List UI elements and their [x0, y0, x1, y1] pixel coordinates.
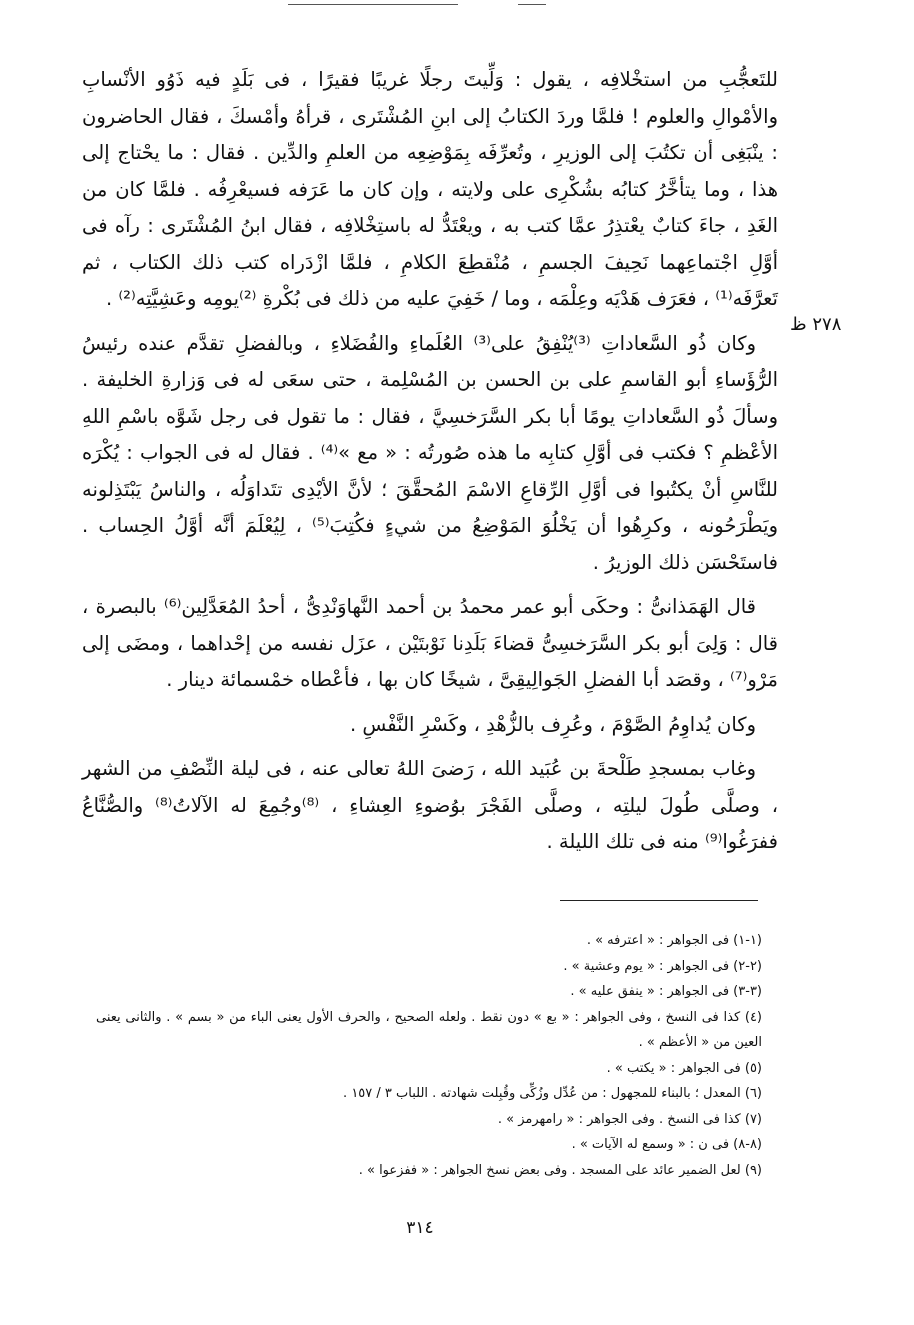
paragraph-4: وكان يُداوِمُ الصَّوْمَ ، وعُرِف بالزُّهْدِ ، وكَسْرِ النَّفْسِ . [350, 712, 756, 736]
footnote-2: (٢-٢) فى الجواهر : « يوم وعشية » . [563, 958, 762, 974]
top-rule-right [518, 4, 546, 5]
main-body-text [82, 62, 778, 869]
paragraph-1: للتَعجُّبِ من استخْلافِه ، يقول : وَلِّيتَ رجلًا غريبًا فقيرًا ، فى بَلَدٍ فيه ذَوُو الأنْسابِ والأمْوالِ والعلوم ! فلمَّا وردَ الكتابُ إلى ابنِ المُشْتَرى ، قرأهُ وأمْسكَ ، فقال الحاضرون : ينْبَغِى أن تكتُبَ إلى الوزيرِ ، وتُعرِّفَه بِمَوْضِعِه من العلمِ والدِّين . فقال : ما يحْتاج إلى هذا ، وما يتأخَّرُ كتابُه بشُكْرِى على ولايته ، وإن كان ما عَرَفه فسيعْرِفُه . فلمَّا كان من الغَدِ ، جاءَ كتابٌ يعْتذِرُ عمَّا كتب به ، ويعْتَدُّ له باستِخْلافِه ، فقال ابنُ المُشْتَرى : رآه فى أوَّلِ اجْتماعِهما نَحِيفَ الجسمِ ، مُنْقطِعَ الكلامِ ، فلمَّا ازْدَراه كتب ذلك الكتاب ، ثم تَعرَّفَه⁽¹⁾ ، فعَرَف هَدْيَه وعِلْمَه ، وما / خَفِيَ عليه من ذلك فى بُكْرةِ ⁽²⁾يومِه وعَشِيَّتِه⁽²⁾ . [82, 68, 778, 310]
top-rule-left [288, 4, 458, 5]
manuscript-folio-marker: ٢٧٨ ظ [790, 314, 842, 335]
footnote-separator [560, 900, 758, 901]
footnote-7: (٧) كذا فى النسخ . وفى الجواهر : « رامهرمز » . [497, 1111, 762, 1127]
page-number: ٣١٤ [406, 1218, 434, 1238]
footnote-4: (٤) كذا فى النسخ ، وفى الجواهر : « بع » دون نقط . ولعله الصحيح ، والحرف الأول يعنى الباء من « بسم » . والثانى يعنى العين من « الأعظم » . [96, 1009, 762, 1050]
footnote-1: (١-١) فى الجواهر : « اعترفه » . [586, 933, 762, 948]
footnote-8: (٨-٨) فى ن : « وسمع له الآيات » . [571, 1137, 762, 1152]
paragraph-3: قال الهَمَذانىُّ : وحكَى أبو عمر محمدُ بن أحمد النَّهاوَنْدِىُّ ، أحدُ المُعَدَّلِين⁽⁶⁾ بالبصرة ، قال : وَلِىَ أبو بكر السَّرَخسِىُّ قضاءَ بَلَدِنا نَوْبتَيْن ، عزَل نفسه من إحْداهما ، ومضَى إلى مَرْو⁽⁷⁾ ، وقصَد أبا الفضلِ الجَوالِيقِىَّ ، شيخًا كان بها ، فأعْطاه خمْسمائة دينار . [82, 595, 778, 691]
paragraph-5: وغاب بمسجدِ طَلْحةَ بن عُبَيد الله ، رَضىَ اللهُ تعالى عنه ، فى ليلة النِّصْفِ من الشهر ، وصلَّى طُولَ ليلتِه ، وصلَّى الفَجْرَ بوُضوءِ العِشاءِ ، ⁽⁸⁾وجُمِعَ له الآلاتُ⁽⁸⁾ والصُّنَّاعُ ففرَغُوا⁽⁹⁾ منه فى تلك الليلة . [82, 757, 778, 853]
footnote-5: (٥) فى الجواهر : « يكتب » . [606, 1060, 762, 1076]
footnote-9: (٩) لعل الضمير عائد على المسجد . وفى بعض نسخ الجواهر : « ففزعوا » . [358, 1162, 762, 1178]
footnotes-section [96, 928, 762, 1183]
footnote-3: (٣-٣) فى الجواهر : « ينفق عليه » . [570, 984, 762, 999]
footnote-6: (٦) المعدل ؛ بالبناء للمجهول : من عُدِّل وزُكِّى وقُبِلت شهادته . اللباب ٣ / ١٥٧ . [343, 1086, 762, 1101]
paragraph-2: وكان ذُو السَّعاداتِ ⁽³⁾يُنْفِقُ على⁽³⁾ العُلَماءِ والفُضَلاءِ ، وبالفضلِ تقدَّم عنده رئيسُ الرُّؤَساءِ أبو القاسمِ على بن الحسن بن المُسْلِمة ، حتى سعَى له فى وَزارةِ الخليفة . وسألَ ذُو السَّعاداتِ يومًا أبا بكر السَّرَخسِيَّ ، فقال : ما تقول فى رجل شَوَّه باسْمِ اللهِ الأعْظمِ ؟ فكتب فى أوَّلِ كتابِه ما هذه صُورتُه : « مع »⁽⁴⁾ . فقال له فى الجواب : يُكْرَه للنَّاسِ أنْ يكتُبوا فى أوَّلِ الرِّقاعِ الاسْمَ المُحقَّقَ ؛ لأنَّ الأيْدِى تتَداوَلُه ، والناسُ يَبْتَذِلونه ويَطْرَحُونه ، وكرِهُوا أن يَخْلُوَ المَوْضِعُ من شيءٍ فكُتِبَ⁽⁵⁾ ، لِيُعْلَمَ أنَّه أوَّلُ الحِساب . فاستَحْسَن ذلك الوزيرُ . [82, 331, 778, 574]
